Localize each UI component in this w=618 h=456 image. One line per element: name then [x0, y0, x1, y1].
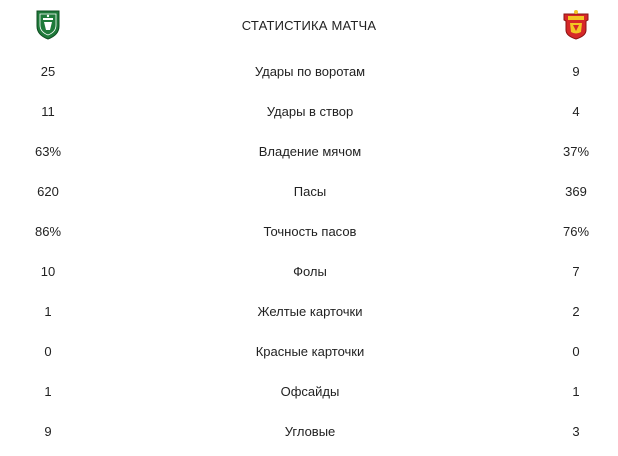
- stat-row-possession: [0, 142, 618, 162]
- home-value: 1: [44, 384, 52, 399]
- away-value: 1: [572, 384, 580, 399]
- home-value: 9: [44, 424, 52, 439]
- stat-row-offsides: [0, 382, 618, 402]
- away-team-logo-icon: [562, 8, 590, 40]
- home-value: 10: [40, 264, 56, 279]
- home-value: 86%: [34, 224, 62, 239]
- stat-row-yellow-cards: [0, 302, 618, 322]
- away-value: 0: [572, 344, 580, 359]
- stat-label: Точность пасов: [263, 224, 357, 239]
- home-value: 0: [44, 344, 52, 359]
- home-value: 1: [44, 304, 52, 319]
- stat-label: Офсайды: [280, 384, 340, 399]
- away-value: 2: [572, 304, 580, 319]
- stat-row-shots: [0, 62, 618, 82]
- stat-row-pass-accuracy: [0, 222, 618, 242]
- away-value: 37%: [562, 144, 590, 159]
- away-value: 3: [572, 424, 580, 439]
- away-value: 76%: [562, 224, 590, 239]
- away-value: 9: [572, 64, 580, 79]
- stat-row-corners: [0, 422, 618, 442]
- away-value: 369: [565, 184, 587, 199]
- home-value: 63%: [34, 144, 62, 159]
- stat-label: Владение мячом: [258, 144, 362, 159]
- stat-label: Угловые: [284, 424, 336, 439]
- stat-row-fouls: [0, 262, 618, 282]
- stat-label: Удары в створ: [266, 104, 354, 119]
- stat-row-passes: [0, 182, 618, 202]
- home-value: 620: [37, 184, 59, 199]
- away-value: 7: [572, 264, 580, 279]
- stat-label: Желтые карточки: [257, 304, 363, 319]
- away-value: 4: [572, 104, 580, 119]
- stat-label: Удары по воротам: [254, 64, 366, 79]
- stat-label: Фолы: [293, 264, 327, 279]
- stat-row-red-cards: [0, 342, 618, 362]
- home-value: 11: [41, 104, 55, 119]
- stat-label: Пасы: [293, 184, 327, 199]
- home-value: 25: [40, 64, 56, 79]
- stat-label: Красные карточки: [255, 344, 365, 359]
- page-title: СТАТИСТИКА МАТЧА: [241, 18, 377, 33]
- stat-row-shots-on-target: [0, 102, 618, 122]
